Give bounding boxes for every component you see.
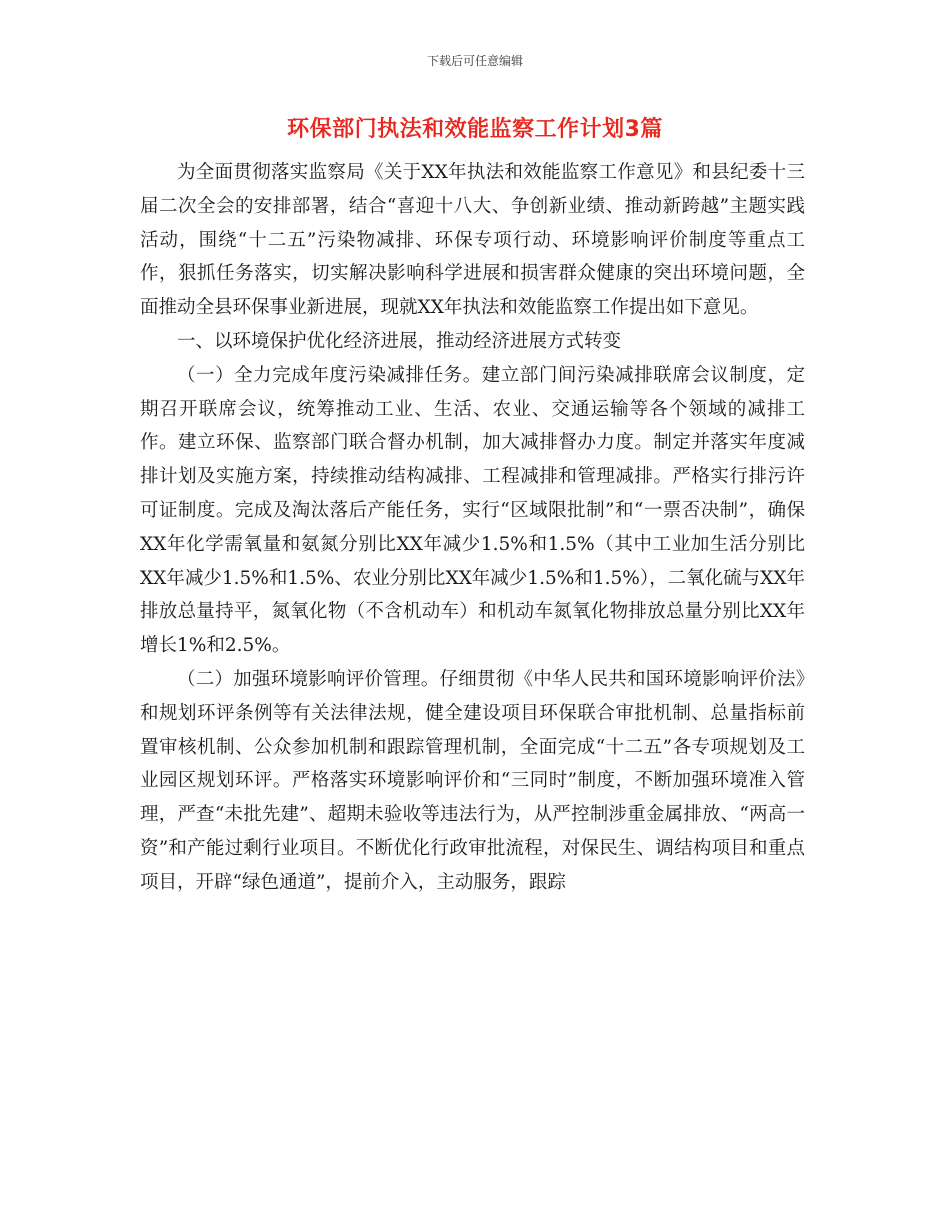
document-title: 环保部门执法和效能监察工作计划3篇 [287,117,663,142]
intro-paragraph: 为全面贯彻落实监察局《关于XX年执法和效能监察工作意见》和县纪委十三届二次全会的安排部署，结合“喜迎十八大、争创新业绩、推动新跨越”主题实践活动，围绕“十二五”污染物减排、环保专项行动、环境影响评价制度等重点工作，狠抓任务落实，切实解决影响科学进展和损害群众健康的突出环境问题，全面推动全县环保事业新进展，现就XX年执法和效能监察工作提出如下意见。 [140,162,805,319]
header-note: 下载后可任意编辑 [426,54,523,68]
subsection-paragraph-2: （二）加强环境影响评价管理。仔细贯彻《中华人民共和国环境影响评价法》和规划环评条例等有关法律法规，健全建设项目环保联合审批机制、总量指标前置审核机制、公众参加机制和跟踪管理机制，全面完成“十二五”各专项规划及工业园区规划环评。严格落实环境影响评价和“三同时”制度，不断加强环境准入管理，严查“未批先建”、超期未验收等违法行为，从严控制涉重金属排放、“两高一资”和产能过剩行业项目。不断优化行政审批流程，对保民生、调结构项目和重点项目，开辟“绿色通道”，提前介入，主动服务，跟踪 [140,668,805,893]
section-heading-1: 一、以环境保护优化经济进展，推动经济进展方式转变 [177,330,622,352]
document-body [140,156,805,900]
subsection-paragraph-1: （一）全力完成年度污染减排任务。建立部门间污染减排联席会议制度，定期召开联席会议，统筹推动工业、生活、农业、交通运输等各个领域的减排工作。建立环保、监察部门联合督办机制，加大减排督办力度。制定并落实年度减排计划及实施方案，持续推动结构减排、工程减排和管理减排。严格实行排污许可证制度。完成及淘汰落后产能任务，实行“区域限批制”和“一票否决制”，确保XX年化学需氧量和氨氮分别比XX年减少1.5%和1.5%（其中工业加生活分别比XX年减少1.5%和1.5%、农业分别比XX年减少1.5%和1.5%），二氧化硫与XX年排放总量持平，氮氧化物（不含机动车）和机动车氮氧化物排放总量分别比XX年增长1%和2.5%。 [140,364,805,657]
